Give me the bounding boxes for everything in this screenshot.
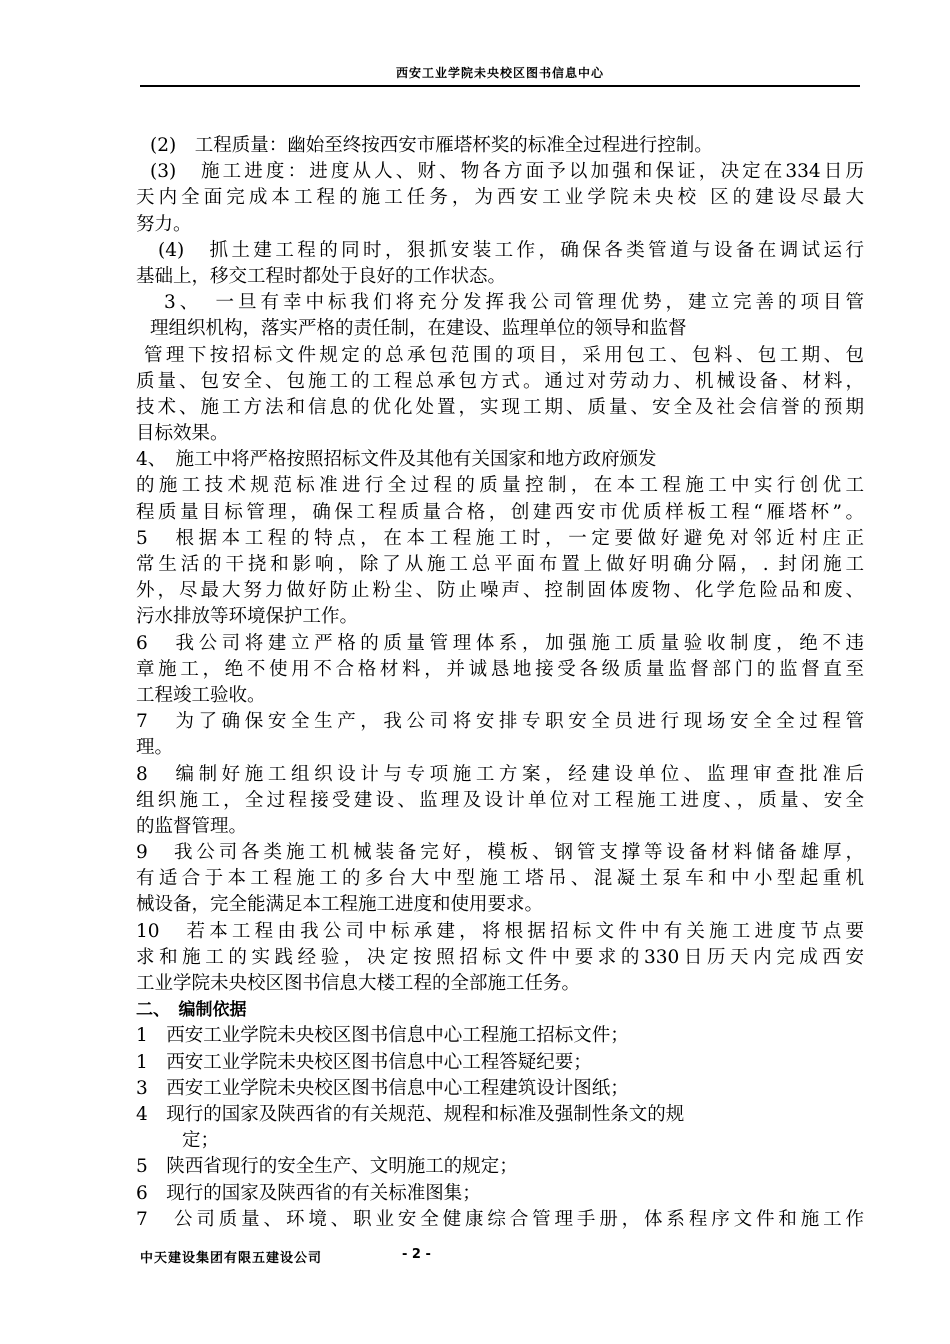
body-line: 技术、施工方法和信息的优化处置，实现工期、质量、安全及社会信誉的预期 (136, 396, 864, 418)
body-line: 努力。 (136, 213, 192, 235)
body-line: 的监督管理。 (136, 815, 248, 837)
header-rule (140, 85, 860, 87)
body-line: 章施工，绝不使用不合格材料，并诚恳地接受各级质量监督部门的监督直至 (136, 658, 864, 680)
body-line: 工程竣工验收。 (136, 684, 266, 706)
body-line: 10 若本工程由我公司中标承建，将根据招标文件中有关施工进度节点要 (136, 920, 864, 942)
page-number: - 2 - (402, 1247, 431, 1262)
body-line: 管理下按招标文件规定的总承包范围的项目，采用包工、包料、包工期、包 (144, 344, 864, 366)
body-line: 械设备，完全能满足本工程施工进度和使用要求。 (136, 894, 544, 916)
body-line: 理组织机构，落实严格的责任制，在建设、监理单位的领导和监督 (150, 318, 687, 340)
body-line: 工业学院未央校区图书信息大楼工程的全部施工任务。 (136, 973, 581, 994)
body-line: 8 编制好施工组织设计与专项施工方案，经建设单位、监理审查批准后 (136, 763, 864, 785)
body-line: (3) 施工进度：进度从人、财、物各方面予以加强和保证，决定在334日历 (150, 161, 864, 183)
body-line: 求和施工的实践经验，决定按照招标文件中要求的330日历天内完成西安 (136, 946, 864, 968)
body-line: (2) 工程质量：幽始至终按西安市雁塔杯奖的标准全过程进行控制。 (150, 135, 713, 156)
basis-item: 6 现行的国家及陕西省的有关标准图集； (136, 1182, 481, 1204)
basis-item: 3 西安工业学院未央校区图书信息中心工程建筑设计图纸； (136, 1077, 629, 1099)
body-line: 5 根据本工程的特点，在本工程施工时，一定要做好避免对邻近村庄正 (136, 527, 864, 549)
body-line: 3、 一旦有幸中标我们将充分发挥我公司管理优势，建立完善的项目管 (164, 292, 864, 314)
body-line: 质量、包安全、包施工的工程总承包方式。通过对劳动力、机械设备、材料， (136, 370, 864, 392)
body-line: 目标效果。 (136, 423, 229, 445)
body-line: 4、 施工中将严格按照招标文件及其他有关国家和地方政府颁发 (136, 449, 657, 471)
page-header-title: 西安工业学院未央校区图书信息中心 (395, 66, 604, 80)
section-heading: 二、 编制依据 (136, 1000, 247, 1021)
body-line: (4) 抓土建工程的同时，狠抓安装工作，确保各类管道与设备在调试运行 (158, 239, 864, 261)
body-line: 理。 (136, 737, 174, 759)
body-line: 外，尽最大努力做好防止粉尘、防止噪声、控制固体废物、化学危险品和废、 (136, 580, 864, 602)
body-line: 基础上，移交工程时都处于良好的工作状态。 (136, 265, 507, 287)
page-footer (140, 1247, 860, 1267)
body-line: 组织施工，全过程接受建设、监理及设计单位对工程施工进度、，质量、安全 (136, 789, 864, 811)
document-body (136, 133, 864, 1233)
basis-item: 5 陕西省现行的安全生产、文明施工的规定； (136, 1156, 518, 1178)
basis-item: 4 现行的国家及陕西省的有关规范、规程和标准及强制性条文的规 (136, 1103, 685, 1125)
body-line: 7 为了确保安全生产，我公司将安排专职安全员进行现场安全全过程管 (136, 711, 864, 733)
basis-item: 7 公司质量、环境、职业安全健康综合管理手册，体系程序文件和施工作 (136, 1208, 864, 1230)
body-line: 天内全面完成本工程的施工任务，为西安工业学院未央校 区的建设尽最大 (136, 187, 864, 209)
body-line: 污水排放等环境保护工作。 (136, 606, 359, 628)
body-line: 6 我公司将建立严格的质量管理体系，加强施工质量验收制度，绝不违 (136, 632, 864, 654)
basis-item: 定； (182, 1130, 220, 1152)
body-line: 有适合于本工程施工的多台大中型施工塔吊、混凝土泵车和中小型起重机 (136, 868, 864, 890)
body-line: 程质量目标管理，确保工程质量合格，创建西安市优质样板工程“雁塔杯”。 (136, 501, 864, 523)
body-line: 9 我公司各类施工机械装备完好，模板、钢管支撑等设备材料储备雄厚， (136, 842, 864, 864)
body-line: 的施工技术规范标准进行全过程的质量控制，在本工程施工中实行创优工 (136, 475, 864, 497)
basis-item: 1 西安工业学院未央校区图书信息中心工程施工招标文件； (136, 1025, 629, 1047)
footer-company: 中天建设集团有限五建设公司 (140, 1251, 323, 1266)
body-line: 常生活的干挠和影响，除了从施工总平面布置上做好明确分隔，. 封闭施工 (136, 554, 864, 575)
basis-item: 1 西安工业学院未央校区图书信息中心工程答疑纪要； (136, 1051, 592, 1073)
